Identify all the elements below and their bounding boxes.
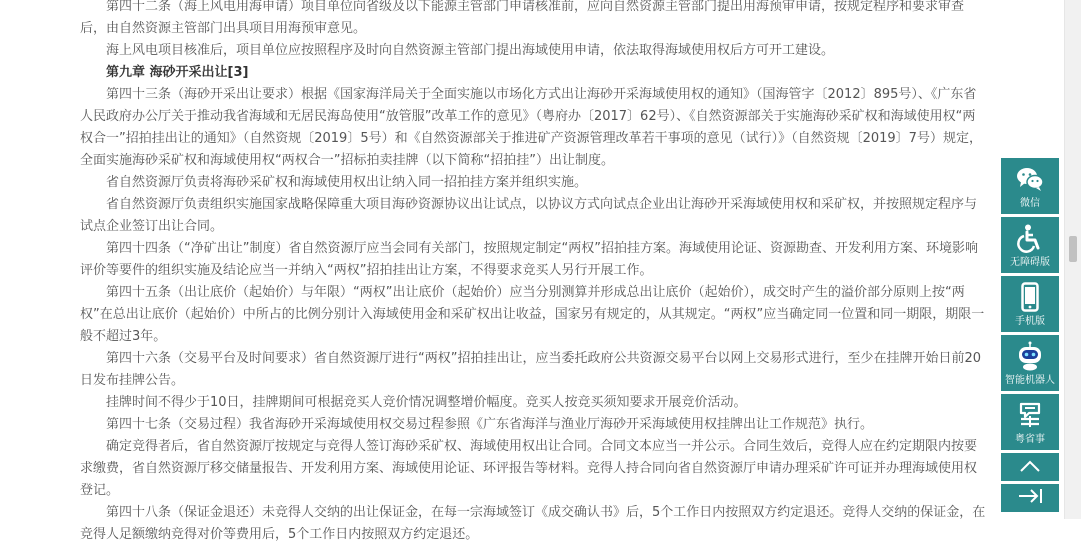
scrollbar-thumb[interactable] — [1069, 236, 1077, 262]
paragraph: 第四十八条（保证金退还）未竞得人交纳的出让保证金，在每一宗海域签订《成交确认书》后，5个工作日内按照双方约定退还。竞得人交纳的保证金，在竞得人足额缴纳竞得对价等费用后，5个工作日内按照双方约定退还。 — [80, 505, 986, 542]
collapse-toolbar-button[interactable] — [1001, 484, 1059, 512]
wechat-button[interactable] — [1001, 158, 1059, 214]
collapse-right-icon — [1017, 488, 1043, 508]
paragraph: 第四十二条（海上风电用海申请）项目单位向省级及以下能源主管部门申请核准前，应向自然资源主管部门提出用海预审申请，按规定程序和要求审查后，由自然资源主管部门出具项目用海预审意见。 — [80, 0, 965, 36]
accessibility-icon — [1001, 223, 1059, 253]
chevron-up-icon — [1019, 458, 1041, 477]
paragraph: 海上风电项目核准后，项目单位应按照程序及时向自然资源主管部门提出海域使用申请，依法取得海域使用权后方可开工建设。 — [106, 43, 835, 58]
vertical-scrollbar[interactable] — [1064, 0, 1081, 519]
back-to-top-button[interactable] — [1001, 453, 1059, 481]
yueshengshi-icon — [1001, 400, 1059, 430]
yueshengshi-label: 粤省事 — [1015, 434, 1045, 445]
paragraph: 省自然资源厅负责将海砂采矿权和海域使用权出让纳入同一招拍挂方案并组织实施。 — [106, 175, 588, 190]
robot-icon — [1001, 341, 1059, 371]
robot-button[interactable] — [1001, 335, 1059, 391]
wechat-label: 微信 — [1020, 198, 1040, 209]
paragraph: 第四十四条（“净矿出让”制度）省自然资源厅应当会同有关部门，按照规定制定“两权”招拍挂方案。海域使用论证、资源勘查、开发利用方案、环境影响评价等要件的组织实施及结论应当一并纳入“两权”招拍挂出让方案，不得要求竞买人另行开展工作。 — [80, 241, 978, 278]
paragraph: 第四十六条（交易平台及时间要求）省自然资源厅进行“两权”招拍挂出让，应当委托政府公共资源交易平台以网上交易形式进行，至少在挂牌开始日前20日发布挂牌公告。 — [80, 351, 982, 388]
floating-toolbar — [1001, 158, 1059, 515]
wechat-icon — [1001, 164, 1059, 194]
document-body — [80, 0, 986, 546]
yueshengshi-button[interactable] — [1001, 394, 1059, 450]
paragraph: 挂牌时间不得少于10日，挂牌期间可根据竞买人竞价情况调整增价幅度。竞买人按竞买须知要求开展竞价活动。 — [106, 395, 747, 410]
robot-label: 智能机器人 — [1005, 375, 1055, 386]
paragraph: 第四十五条（出让底价（起始价）与年限）“两权”出让底价（起始价）应当分别测算并形成总出让底价（起始价），成交时产生的溢价部分原则上按“两权”在总出让底价（起始价）中所占的比例分别计入海域使用金和采矿权出让收益，国家另有规定的，从其规定。“两权”应当确定同一位置和同一期限，期限一般不超过3年。 — [80, 285, 985, 344]
accessibility-button[interactable] — [1001, 217, 1059, 273]
chapter-heading: 第九章 海砂开采出让[3] — [106, 65, 249, 80]
paragraph: 确定竞得者后，省自然资源厅按规定与竞得人签订海砂采矿权、海域使用权出让合同。合同文本应当一并公示。合同生效后，竞得人应在约定期限内按要求缴费，省自然资源厅移交储量报告、开发利用方案、海域使用论证、环评报告等材料。竞得人持合同向省自然资源厅申请办理采矿许可证并办理海域使用权登记。 — [80, 439, 978, 498]
mobile-icon — [1001, 282, 1059, 312]
paragraph: 省自然资源厅负责组织实施国家战略保障重大项目海砂资源协议出让试点，以协议方式向试点企业出让海砂开采海域使用权和采矿权，并按照规定程序与试点企业签订出让合同。 — [80, 197, 978, 234]
mobile-version-button[interactable] — [1001, 276, 1059, 332]
accessibility-label: 无障碍版 — [1010, 257, 1050, 268]
paragraph: 第四十三条（海砂开采出让要求）根据《国家海洋局关于全面实施以市场化方式出让海砂开采海域使用权的通知》（国海管字〔2012〕895号）、《广东省人民政府办公厅关于推动我省海域和无居民海岛使用“放管服”改革工作的意见》（粤府办〔2017〕62号）、《自然资源部关于实施海砂采矿权和海域使用权“两权合一”招拍挂出让的通知》（自然资规〔2019〕5号）和《自然资源部关于推进矿产资源管理改革若干事项的意见（试行）》（自然资规〔2019〕7号）规定，全面实施海砂采矿权和海域使用权“两权合一”招标拍卖挂牌（以下简称“招拍挂”）出让制度。 — [80, 87, 982, 168]
mobile-label: 手机版 — [1015, 316, 1045, 327]
paragraph: 第四十七条（交易过程）我省海砂开采海域使用权交易过程参照《广东省海洋与渔业厅海砂开采海域使用权挂牌出让工作规范》执行。 — [106, 417, 874, 432]
